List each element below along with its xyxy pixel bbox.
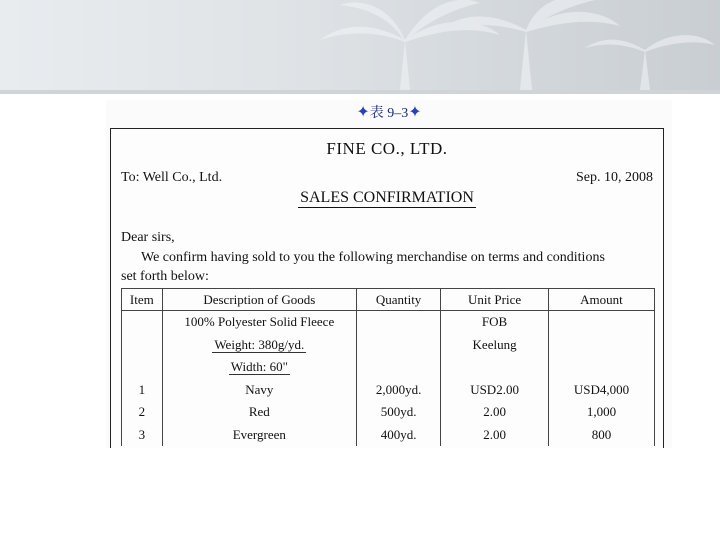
document-date: Sep. 10, 2008 — [576, 170, 653, 185]
price-term: FOB — [441, 311, 549, 334]
spec-line3 — [162, 356, 356, 379]
document-title-text: SALES CONFIRMATION — [300, 189, 474, 206]
row-description: Evergreen — [162, 424, 356, 447]
table-row — [122, 401, 655, 424]
spec-width: Width: 60" — [230, 359, 288, 375]
row-unit-price: 2.00 — [441, 424, 549, 447]
row-item: 3 — [122, 424, 163, 447]
table-caption — [106, 102, 672, 122]
row-quantity: 500yd. — [356, 401, 440, 424]
spec-line1: 100% Polyester Solid Fleece — [162, 311, 356, 334]
row-description: Red — [162, 401, 356, 424]
spec-weight: Weight: 380g/yd. — [214, 336, 305, 352]
header-item: Item — [122, 289, 163, 311]
company-name: FINE CO., LTD. — [326, 139, 448, 158]
table-row — [122, 379, 655, 402]
caption-label: 表 9–3 — [369, 106, 409, 121]
star-left-icon: ✦ — [356, 104, 370, 121]
table-row — [122, 311, 655, 334]
table-row — [122, 356, 655, 379]
row-quantity: 2,000yd. — [356, 379, 440, 402]
spec-line2 — [162, 334, 356, 357]
header-unit-price: Unit Price — [441, 289, 549, 311]
row-amount: 800 — [548, 424, 654, 447]
divider-rule — [0, 90, 720, 94]
document-title — [111, 189, 663, 207]
header-description: Description of Goods — [162, 289, 356, 311]
row-quantity: 400yd. — [356, 424, 440, 447]
row-description: Navy — [162, 379, 356, 402]
header-quantity: Quantity — [356, 289, 440, 311]
body-text-line2: set forth below: — [121, 269, 209, 284]
document-sheet — [106, 100, 672, 448]
row-amount: USD4,000 — [548, 379, 654, 402]
recipient: To: Well Co., Ltd. — [121, 170, 223, 185]
row-item: 2 — [122, 401, 163, 424]
star-right-icon: ✦ — [408, 104, 422, 121]
palm-tree-decoration — [0, 0, 720, 90]
row-unit-price: 2.00 — [441, 401, 549, 424]
body-text-line1: We confirm having sold to you the following merchandise on terms and conditions — [141, 250, 605, 265]
salutation: Dear sirs, — [121, 230, 175, 245]
table-header-row — [122, 289, 655, 311]
row-unit-price: USD2.00 — [441, 379, 549, 402]
table-row — [122, 334, 655, 357]
row-amount: 1,000 — [548, 401, 654, 424]
goods-table — [121, 288, 655, 446]
confirmation-box — [110, 128, 664, 448]
row-item: 1 — [122, 379, 163, 402]
price-port: Keelung — [441, 334, 549, 357]
table-row — [122, 424, 655, 447]
header-banner — [0, 0, 720, 90]
header-amount: Amount — [548, 289, 654, 311]
